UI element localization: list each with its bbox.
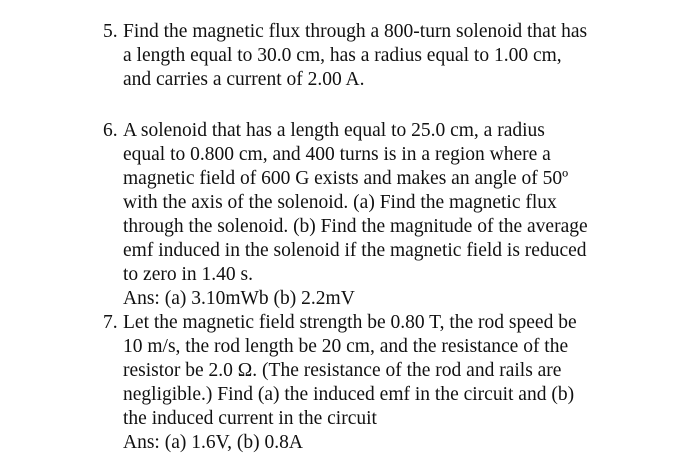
answer-line: Ans: (a) 1.6V, (b) 0.8A bbox=[123, 432, 303, 453]
problem-text-line: negligible.) Find (a) the induced emf in the circuit and (b) bbox=[123, 384, 575, 405]
problem-text-line: 10 m/s, the rod length be 20 cm, and the resistance of the bbox=[123, 336, 569, 357]
problem-text-line: magnetic field of 600 G exists and makes an angle of 50º bbox=[123, 168, 569, 189]
problem-number: 6. bbox=[103, 120, 118, 141]
problem-text-line: to zero in 1.40 s. bbox=[123, 264, 253, 285]
problem-text-line: Let the magnetic field strength be 0.80 T, the rod speed be bbox=[123, 312, 577, 333]
problem-number: 7. bbox=[103, 312, 118, 333]
problem-text-line: resistor be 2.0 Ω. (The resistance of the rod and rails are bbox=[123, 360, 562, 381]
problem-text-line: a length equal to 30.0 cm, has a radius equal to 1.00 cm, bbox=[123, 45, 562, 66]
problem-text-line: the induced current in the circuit bbox=[123, 408, 377, 429]
problem-text-line: equal to 0.800 cm, and 400 turns is in a region where a bbox=[123, 144, 551, 165]
problem-text-line: and carries a current of 2.00 A. bbox=[123, 69, 365, 90]
problem-text-line: with the axis of the solenoid. (a) Find the magnetic flux bbox=[123, 192, 557, 213]
problem-text-line: emf induced in the solenoid if the magnetic field is reduced bbox=[123, 240, 587, 261]
problem-text-line: A solenoid that has a length equal to 25.0 cm, a radius bbox=[123, 120, 545, 141]
problem-number: 5. bbox=[103, 21, 118, 42]
problem-text-line: through the solenoid. (b) Find the magnitude of the average bbox=[123, 216, 588, 237]
problem-text-line: Find the magnetic flux through a 800-turn solenoid that has bbox=[123, 21, 588, 42]
answer-line: Ans: (a) 3.10mWb (b) 2.2mV bbox=[123, 288, 355, 309]
